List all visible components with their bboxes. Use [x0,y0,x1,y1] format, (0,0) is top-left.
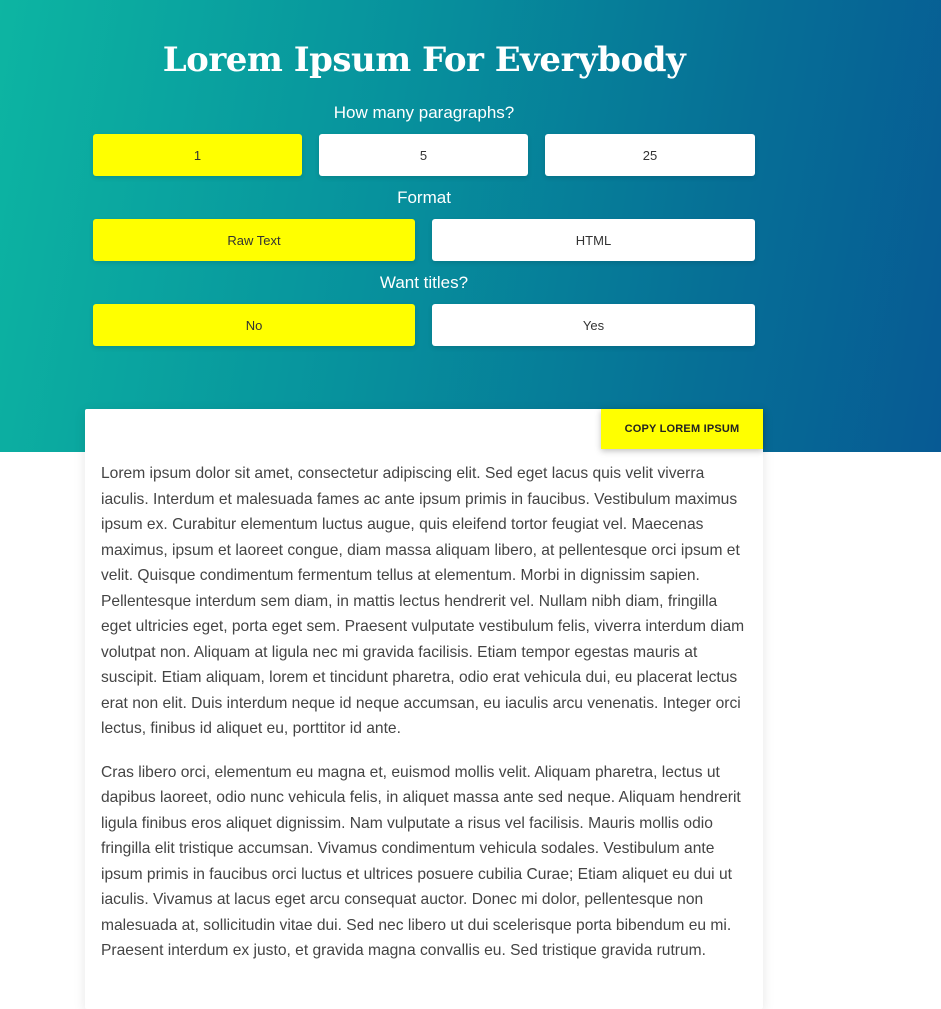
titles-option-no[interactable]: No [93,304,415,346]
format-label: Format [397,188,451,207]
paragraphs-option-1[interactable]: 1 [93,134,302,176]
paragraphs-label: How many paragraphs? [333,103,515,122]
paragraphs-option-25[interactable]: 25 [545,134,755,176]
format-option-raw-text[interactable]: Raw Text [93,219,415,261]
format-option-html[interactable]: HTML [432,219,755,261]
generated-text [101,461,747,982]
page-title: Lorem Ipsum For Everybody [162,40,686,80]
output-card [85,409,763,1009]
paragraphs-option-5[interactable]: 5 [319,134,528,176]
hero-banner [0,0,941,452]
generated-paragraph: Lorem ipsum dolor sit amet, consectetur adipiscing elit. Sed eget lacus quis velit viverra iaculis. Interdum et malesuada fames ac ante ipsum primis in faucibus. Vestibulum maximus ipsum ex. Curabitur elementum luctus augue, quis eleifend tortor feugiat vel. Maecenas maximus, ipsum et laoreet congue, diam massa aliquam libero, at pellentesque orci ipsum et velit. Quisque condimentum fermentum tellus at elementum. Morbi in dignissim sapien. Pellentesque interdum sem diam, in mattis lectus hendrerit vel. Nullam nibh diam, fringilla eget ultricies eget, porta eget sem. Praesent vulputate vestibulum felis, viverra interdum diam volutpat non. Aliquam at ligula nec mi gravida facilisis. Etiam tempor egestas mauris at suscipit. Etiam aliquam, lorem et tincidunt pharetra, odio erat vehicula dui, eu placerat lectus erat non elit. Duis interdum neque id neque accumsan, eu iaculis arcu venenatis. Integer orci lectus, finibus id aliquet eu, porttitor id ante. [101,465,745,737]
copy-lorem-ipsum-button[interactable]: COPY LOREM IPSUM [601,409,763,449]
titles-option-yes[interactable]: Yes [432,304,755,346]
titles-label: Want titles? [379,273,469,292]
generated-paragraph: Cras libero orci, elementum eu magna et, euismod mollis velit. Aliquam pharetra, lectus ut dapibus laoreet, odio nunc vehicula felis, in aliquet massa ante sed neque. Aliquam hendrerit ligula finibus eros aliquet dignissim. Nam vulputate a risus vel facilisis. Mauris mollis odio fringilla elit tristique accumsan. Vivamus condimentum vehicula sodales. Vestibulum ante ipsum primis in faucibus orci luctus et ultrices posuere cubilia Curae; Etiam aliquet eu dui ut iaculis. Vivamus at lacus eget arcu consequat auctor. Donec mi dolor, pellentesque non malesuada at, sollicitudin vitae dui. Sed nec libero ut dui scelerisque porta bibendum eu mi. Praesent interdum ex justo, et gravida magna convallis eu. Sed tristique gravida rutrum. [101,763,741,959]
